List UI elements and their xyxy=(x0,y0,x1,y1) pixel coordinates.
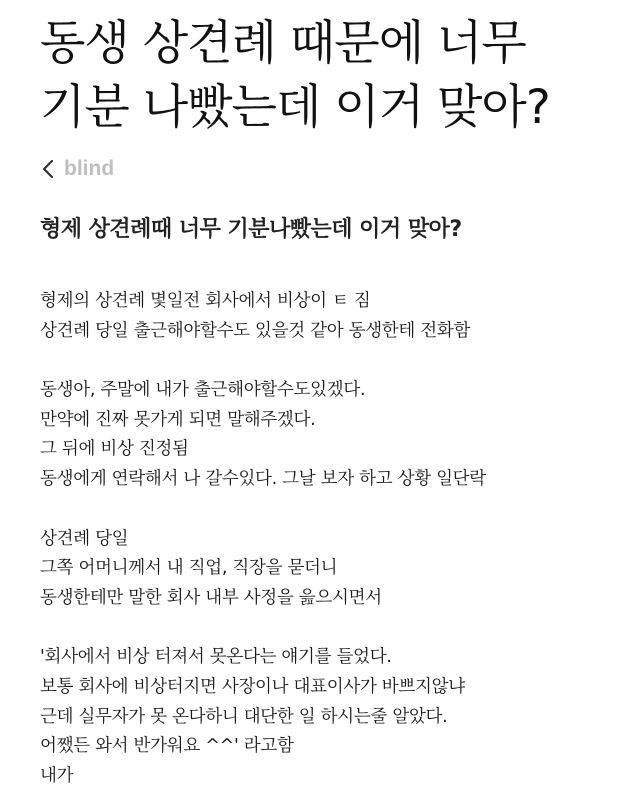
paragraph-gap xyxy=(40,495,630,525)
headline xyxy=(40,12,630,140)
body-line: '회사에서 비상 터져서 못온다는 얘기를 들었다. xyxy=(40,647,392,668)
nav-bar xyxy=(40,154,114,184)
body-line: 근데 실무자가 못 온다하니 대단한 일 하시는줄 알았다. xyxy=(40,706,448,727)
body-line: 보통 회사에 비상터지면 사장이나 대표이사가 바쁘지않냐 xyxy=(40,676,465,697)
paragraph-gap xyxy=(40,346,630,376)
paragraph-gap xyxy=(40,614,630,644)
chevron-left-icon[interactable] xyxy=(40,155,58,183)
body-line: 만약에 진짜 못가게 되면 말해주겠다. xyxy=(40,409,316,430)
body-line: 그 뒤에 비상 진정됨 xyxy=(40,439,189,460)
post-title: 형제 상견례때 너무 기분나빴는데 이거 맞아? xyxy=(40,217,462,242)
body-line: 상견례 당일 xyxy=(40,528,129,549)
body-line: 내가 xyxy=(40,766,74,786)
post-body xyxy=(40,287,630,792)
body-line: 그쪽 어머니께서 내 직업, 직장을 묻더니 xyxy=(40,558,338,579)
body-line: 상견례 당일 출근해야할수도 있을것 같아 동생한테 전화함 xyxy=(40,320,471,341)
body-line: 동생에게 연락해서 나 갈수있다. 그날 보자 하고 상황 일단락 xyxy=(40,469,486,490)
headline-line-2: 기분 나빴는데 이거 맞아? xyxy=(40,80,550,135)
brand-logo[interactable]: blind xyxy=(64,157,115,180)
body-line: 어쨌든 와서 반가워요 ^^' 라고함 xyxy=(40,736,294,757)
body-line: 형제의 상견례 몇일전 회사에서 비상이 ㅌ 짐 xyxy=(40,291,371,311)
body-line: 동생한테만 말한 회사 내부 사정을 읊으시면서 xyxy=(40,587,382,608)
body-line: 동생아, 주말에 내가 출근해야할수도있겠다. xyxy=(40,380,366,401)
headline-line-1: 동생 상견례 때문에 너무 xyxy=(40,16,526,71)
